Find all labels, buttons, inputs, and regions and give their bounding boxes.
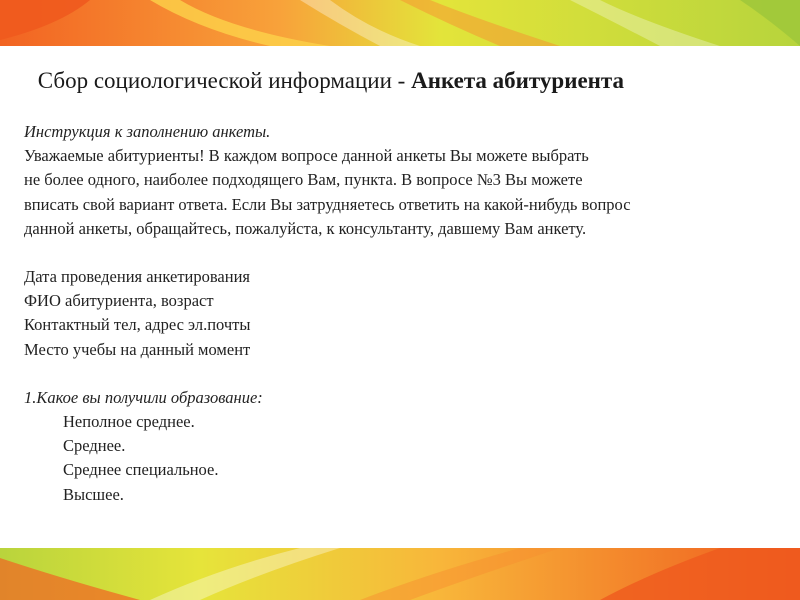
field-label: Контактный тел, адрес эл.почты [24, 315, 251, 335]
top-decorative-band [0, 0, 800, 46]
title-main: Сбор социологической информации [37, 68, 392, 93]
answer-option: Среднее. [63, 436, 126, 456]
answer-option: Неполное среднее. [63, 412, 195, 432]
question-1: 1.Какое вы получили образование: [24, 387, 263, 407]
instruction-line: вписать свой вариант ответа. Если Вы затрудняетесь ответить на какой-нибудь вопрос [24, 194, 631, 214]
instruction-line: не более одного, наиболее подходящего Вам, пункта. В вопросе №3 Вы можете [24, 170, 583, 190]
instruction-line: Уважаемые абитуриенты! В каждом вопросе данной анкеты Вы можете выбрать [24, 146, 589, 166]
answer-option: Высшее. [63, 484, 124, 504]
title-bold: Анкета абитуриента [411, 68, 624, 93]
slide-title [14, 66, 794, 96]
bottom-decorative-band [0, 548, 800, 600]
field-label: Дата проведения анкетирования [24, 267, 251, 287]
answer-option: Среднее специальное. [63, 460, 219, 480]
field-label: Место учебы на данный момент [24, 339, 251, 359]
instruction-line: данной анкеты, обращайтесь, пожалуйста, к консультанту, давшему Вам анкету. [24, 218, 587, 238]
title-separator: - [391, 68, 412, 93]
questionnaire-body [24, 120, 784, 507]
field-label: ФИО абитуриента, возраст [24, 291, 214, 311]
instruction-heading: Инструкция к заполнению анкеты. [24, 122, 271, 141]
